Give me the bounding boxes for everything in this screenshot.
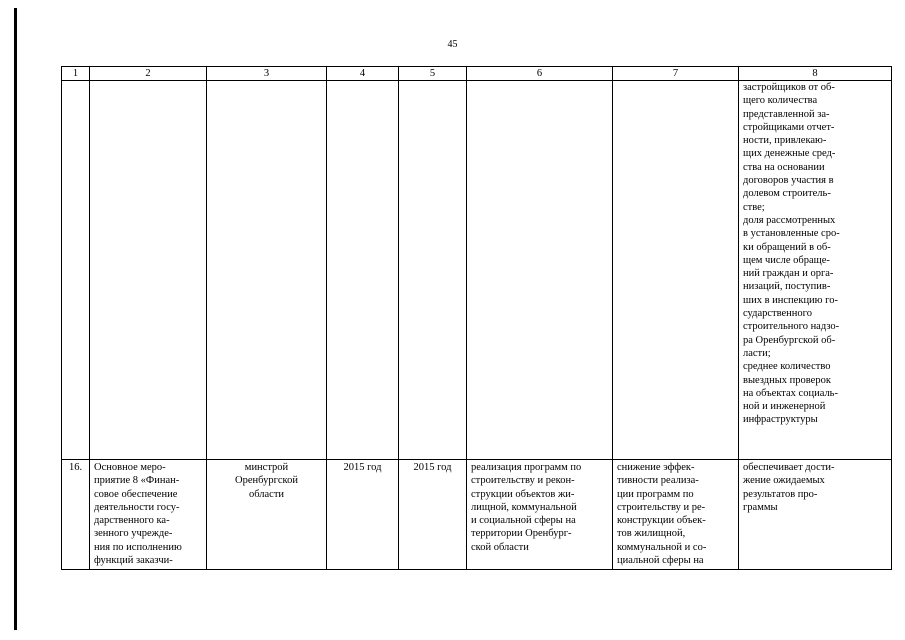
header-cell: 3 [207, 67, 327, 81]
header-cell: 4 [327, 67, 399, 81]
program-table [61, 66, 892, 570]
header-cell: 6 [467, 67, 613, 81]
empty-cell [613, 81, 739, 460]
empty-cell [467, 81, 613, 460]
end-year-cell: 2015 год [399, 460, 467, 570]
page-number: 45 [447, 39, 458, 50]
measure-name-cell: Основное меро- приятие 8 «Финан- совое обеспечение деятельности госу- дарственного ка- зенного учрежде- ния по исполнению функций заказчи- [90, 460, 207, 570]
left-margin-bar [14, 8, 17, 630]
expected-result-cell: реализация программ по строительству и рекон- струкции объектов жи- лищной, коммунальной и социальной сферы на территории Оренбург- ской области [467, 460, 613, 570]
continuation-row [62, 81, 892, 460]
table-row-16 [62, 460, 892, 570]
executor-cell: минстрой Оренбургской области [207, 460, 327, 570]
header-cell: 8 [739, 67, 892, 81]
header-row [62, 67, 892, 81]
empty-cell [90, 81, 207, 460]
header-cell: 2 [90, 67, 207, 81]
empty-cell [207, 81, 327, 460]
header-cell: 5 [399, 67, 467, 81]
consequences-cell: снижение эффек- тивности реализа- ции программ по строительству и ре- конструкции объек- тов жилищной, коммунальной и со- циальной сферы на [613, 460, 739, 570]
header-cell: 1 [62, 67, 90, 81]
indicators-continuation-cell: застройщиков от об- щего количества представленной за- стройщиками отчет- ности, привлекаю- щих денежные сред- ства на основании договоров участия в долевом строитель- стве; доля рассмотренных в установленные сро- ки обращений в об- щем числе обраще- ний граждан и орга- низаций, поступив- ших в инспекцию го- сударственного строительного надзо- ра Оренбургской об- ласти; среднее количество выездных проверок на объектах социаль- ной и инженерной инфраструктуры [739, 81, 892, 460]
row-number-cell: 16. [62, 460, 90, 570]
empty-cell [327, 81, 399, 460]
start-year-cell: 2015 год [327, 460, 399, 570]
empty-cell [399, 81, 467, 460]
empty-cell [62, 81, 90, 460]
indicators-cell: обеспечивает дости- жение ожидаемых результатов про- граммы [739, 460, 892, 570]
header-cell: 7 [613, 67, 739, 81]
